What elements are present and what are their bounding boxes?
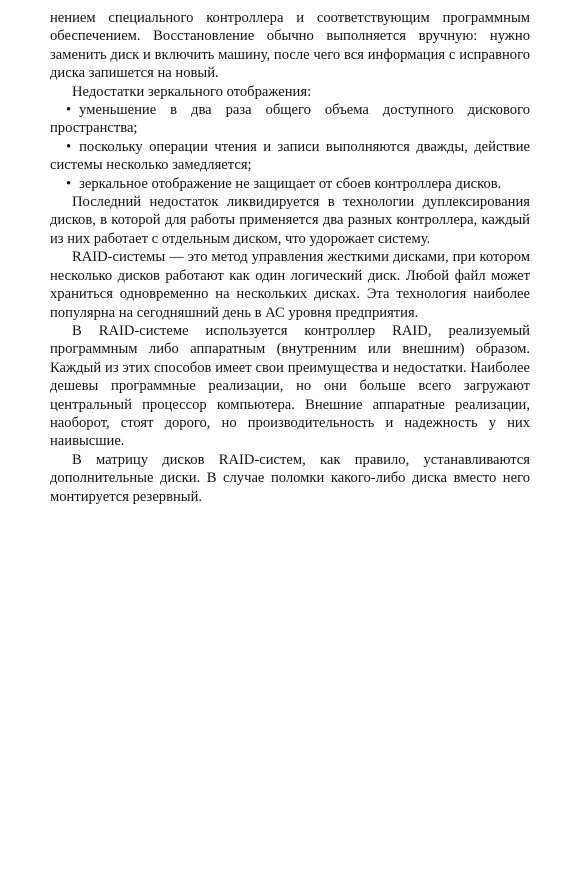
list-item bbox=[50, 101, 530, 138]
paragraph-continuation: нением специального контроллера и соответствующим программным обеспечением. Восстановление обычно выполняется вручную: нужно заменить диск и включить машину, после чего вся информация с исправного диска запишется на новый. bbox=[50, 10, 530, 82]
list-item bbox=[50, 175, 530, 193]
bullet-icon: • bbox=[66, 102, 72, 119]
paragraph-duplexing: Последний недостаток ликвидируется в технологии дуплексирования дисков, в которой для работы применяется два разных контроллера, каждый из них работает с отдельным диском, что удорожает систему. bbox=[50, 194, 530, 247]
paragraph-raid-spare-disks: В матрицу дисков RAID-систем, как правило, устанавливаются дополнительные диски. В случае поломки какого-либо диска вместо него монтируется резервный. bbox=[50, 451, 530, 505]
document-page bbox=[50, 9, 530, 506]
list-item-text: уменьшение в два раза общего объема доступного дискового пространства; bbox=[50, 102, 530, 137]
bullet-icon: • bbox=[66, 175, 72, 192]
list-item-text: зеркальное отображение не защищает от сбоев контроллера дисков. bbox=[79, 175, 502, 192]
paragraph-mirroring-drawbacks-heading: Недостатки зеркального отображения: bbox=[72, 83, 312, 100]
list-item bbox=[50, 138, 530, 175]
list-item-text: поскольку операции чтения и записи выполняются дважды, действие системы несколько замедляется; bbox=[50, 138, 530, 174]
paragraph-raid-definition: RAID-системы — это метод управления жесткими дисками, при котором несколько дисков работают как один логический диск. Любой файл может храниться одновременно на нескольких дисках. Эта технология наиболее популярна на сегодняшний день в АС уровня предприятия. bbox=[50, 249, 530, 321]
paragraph-raid-controller: В RAID-системе используется контроллер RAID, реализуемый программным либо аппаратным (внутренним или внешним) образом. Каждый из этих способов имеет свои преимущества и недостатки. Наиболее дешевы программные реализации, но они больше всего загружают центральный процессор компьютера. Внешние аппаратные реализации, наоборот, стоят дорого, но производительность и надежность у них наивысшие. bbox=[50, 322, 530, 450]
bullet-icon: • bbox=[66, 138, 72, 155]
